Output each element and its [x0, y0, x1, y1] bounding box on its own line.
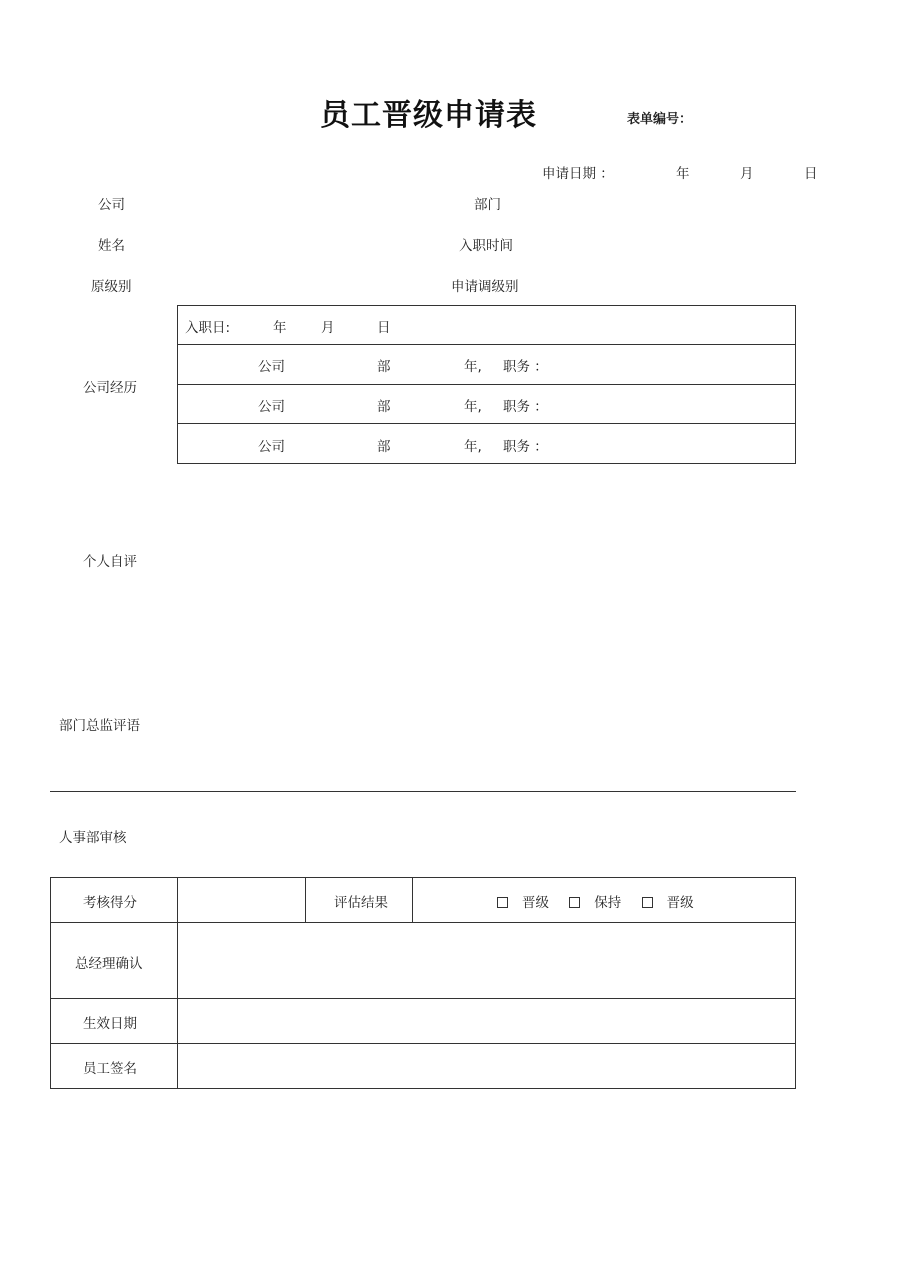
option-promote[interactable]: 晋级	[497, 891, 549, 911]
history-row-years: 年,	[464, 359, 482, 375]
apply-date-month: 月	[740, 166, 754, 182]
score-label: 考核得分	[83, 895, 137, 911]
company-label: 公司	[98, 197, 125, 213]
history-row-years: 年,	[464, 399, 482, 415]
history-divider	[177, 423, 796, 424]
history-row-dept: 部	[377, 359, 391, 375]
history-row-years: 年,	[464, 439, 482, 455]
hire-date-label: 入职日:	[185, 320, 231, 336]
history-row-dept: 部	[377, 439, 391, 455]
history-row-company: 公司	[258, 359, 285, 375]
employee-sign-label: 员工签名	[83, 1061, 137, 1077]
employee-sign-field[interactable]	[185, 1048, 785, 1084]
history-divider	[177, 384, 796, 385]
department-label: 部门	[474, 197, 501, 213]
history-divider	[177, 344, 796, 345]
apply-date-year: 年	[676, 166, 690, 182]
checkbox-icon[interactable]	[497, 897, 508, 908]
history-row-dept: 部	[377, 399, 391, 415]
history-row-position: 职务 ：	[503, 439, 548, 455]
page-title: 员工晋级申请表	[320, 98, 537, 133]
table-divider	[50, 998, 796, 999]
option-promote-2[interactable]: 晋级	[642, 891, 694, 911]
history-row-position: 职务 ：	[503, 359, 548, 375]
hire-date-month: 月	[321, 320, 335, 336]
requested-level-label: 申请调级别	[451, 279, 519, 295]
checkbox-icon[interactable]	[642, 897, 653, 908]
hr-review-label: 人事部审核	[59, 830, 127, 846]
original-level-label: 原级别	[91, 279, 132, 295]
hire-date-day: 日	[377, 320, 391, 336]
result-options	[497, 891, 710, 911]
score-field[interactable]	[185, 882, 297, 918]
table-col-divider	[412, 877, 413, 922]
history-row-company: 公司	[258, 439, 285, 455]
history-row-position: 职务 ：	[503, 399, 548, 415]
section-divider	[50, 791, 796, 792]
name-label: 姓名	[98, 238, 125, 254]
self-evaluation-label: 个人自评	[83, 554, 137, 570]
table-divider	[50, 922, 796, 923]
hire-time-label: 入职时间	[459, 238, 513, 254]
checkbox-icon[interactable]	[569, 897, 580, 908]
table-col-divider	[305, 877, 306, 922]
history-label: 公司经历	[83, 380, 137, 396]
apply-date-label: 申请日期 ：	[542, 166, 614, 182]
result-label: 评估结果	[334, 895, 388, 911]
effective-date-label: 生效日期	[83, 1016, 137, 1032]
form-number-label: 表单编号：	[627, 112, 693, 127]
table-divider	[50, 1043, 796, 1044]
hire-date-year: 年	[273, 320, 287, 336]
effective-date-field[interactable]	[185, 1003, 785, 1039]
gm-confirm-field[interactable]	[185, 928, 785, 992]
history-row-company: 公司	[258, 399, 285, 415]
gm-confirm-label: 总经理确认	[75, 956, 143, 972]
option-keep[interactable]: 保持	[569, 891, 621, 911]
director-comment-label: 部门总监评语	[59, 718, 140, 734]
apply-date-day: 日	[804, 166, 818, 182]
table-col-divider	[177, 877, 178, 1089]
